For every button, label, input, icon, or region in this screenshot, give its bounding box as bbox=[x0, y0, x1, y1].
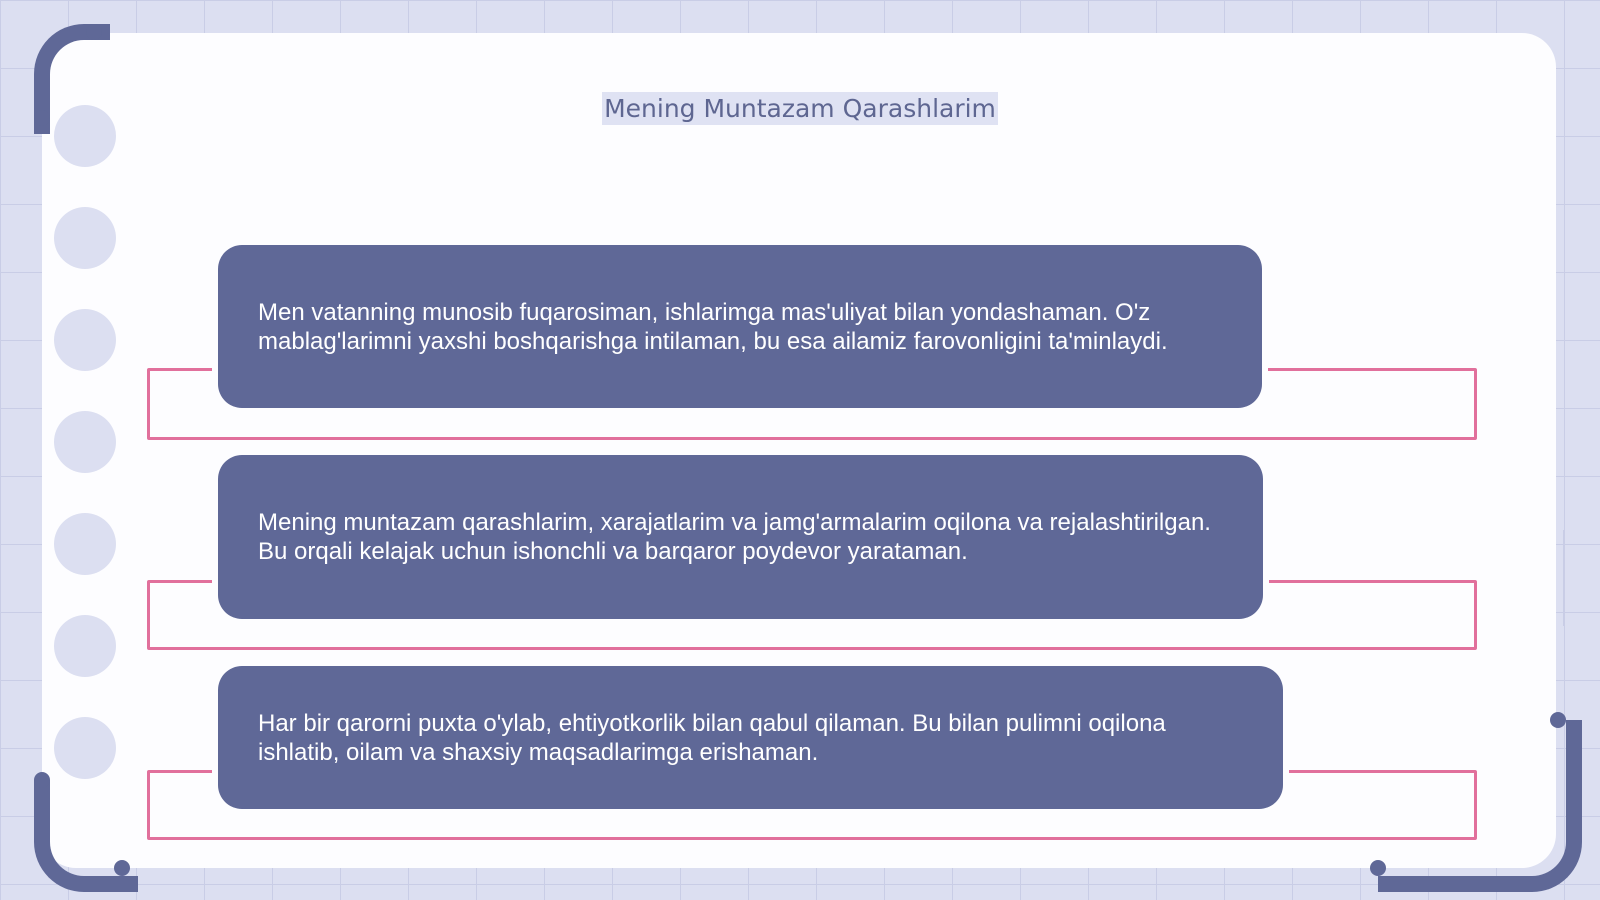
bracket-cap bbox=[114, 860, 130, 876]
statement-card-3 bbox=[218, 666, 1283, 809]
bracket-cap bbox=[86, 24, 102, 40]
paper-notch bbox=[54, 615, 116, 677]
bracket-cap bbox=[34, 772, 50, 788]
paper-notch bbox=[54, 207, 116, 269]
statement-card-2 bbox=[218, 455, 1263, 619]
statement-card-1 bbox=[218, 245, 1262, 408]
paper-notch bbox=[54, 717, 116, 779]
paper-notch bbox=[54, 513, 116, 575]
statement-text-1: Men vatanning munosib fuqarosiman, ishlarimga mas'uliyat bilan yondashaman. O'z mablag'larimni yaxshi boshqarishga intilaman, bu esa ailamiz farovonligini ta'minlaydi. bbox=[258, 298, 1168, 355]
paper-notch bbox=[54, 411, 116, 473]
statement-text-3: Har bir qarorni puxta o'ylab, ehtiyotkorlik bilan qabul qilaman. Bu bilan pulimni oqilona ishlatib, oilam va shaxsiy maqsadlarimga erishaman. bbox=[258, 709, 1166, 766]
page-title bbox=[0, 94, 1600, 123]
paper-notch bbox=[54, 309, 116, 371]
statement-text-2: Mening muntazam qarashlarim, xarajatlarim va jamg'armalarim oqilona va rejalashtirilgan. Bu orqali kelajak uchun ishonchli va barqaror poydevor yarataman. bbox=[258, 509, 1211, 565]
page-title-text: Mening Muntazam Qarashlarim bbox=[604, 94, 996, 123]
grid-accent-line bbox=[1563, 530, 1565, 626]
bracket-cap bbox=[1370, 860, 1386, 876]
bracket-cap bbox=[1550, 712, 1566, 728]
